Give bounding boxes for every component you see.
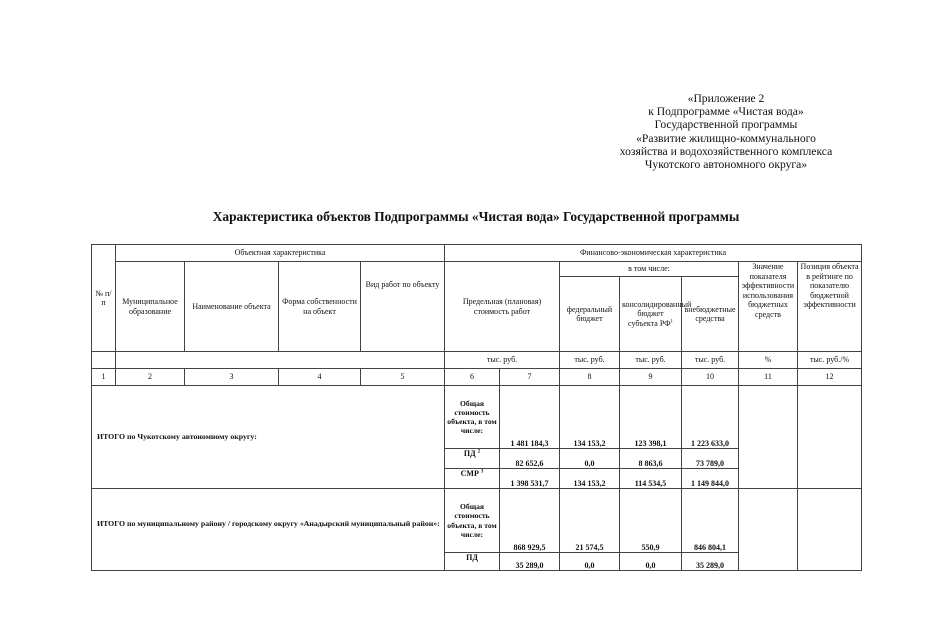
- column-number: 12: [798, 369, 862, 386]
- value-cell: 0,0: [560, 449, 620, 469]
- appendix-line: «Развитие жилищно-коммунального: [636, 131, 816, 145]
- column-number: 9: [620, 369, 682, 386]
- appendix-block: [570, 92, 882, 171]
- header-object-name: Наименование объекта: [185, 262, 279, 352]
- value-cell: 21 574,5: [560, 489, 620, 553]
- value-cell: 35 289,0: [500, 553, 560, 571]
- value-cell: 35 289,0: [682, 553, 739, 571]
- header-fin-char: Финансово-экономическая характеристика: [445, 245, 862, 262]
- unit-cell: тыс. руб.: [560, 352, 620, 369]
- header-offbudget: внебюджетные средства: [682, 277, 739, 352]
- row-label: ПД: [466, 553, 478, 562]
- column-number: 10: [682, 369, 739, 386]
- row-label-cell: [445, 469, 500, 489]
- header-including: в том числе:: [560, 262, 739, 277]
- value-cell: 114 534,5: [620, 469, 682, 489]
- appendix-line: Государственной программы: [654, 118, 798, 132]
- value-cell: 0,0: [560, 553, 620, 571]
- appendix-line: «Приложение 2: [687, 92, 765, 105]
- value-cell: 134 153,2: [560, 386, 620, 449]
- column-number: 5: [361, 369, 445, 386]
- value-cell: 82 652,6: [500, 449, 560, 469]
- appendix-line: Чукотского автономного округа»: [644, 158, 808, 172]
- header-position: Позиция объекта в рейтинге по показателю бюджетной эффективности: [798, 262, 862, 352]
- header-object-char: Объектная характеристика: [116, 245, 445, 262]
- value-cell: 123 398,1: [620, 386, 682, 449]
- document-title: Характеристика объектов Подпрограммы «Чистая вода» Государственной программы: [212, 209, 740, 224]
- unit-cell: %: [739, 352, 798, 369]
- empty-cell: [739, 386, 798, 489]
- value-cell: 868 929,5: [500, 489, 560, 553]
- appendix-line: хозяйства и водохозяйственного комплекса: [619, 144, 833, 158]
- column-number: 1: [92, 369, 116, 386]
- value-cell: 1 398 531,7: [500, 469, 560, 489]
- unit-cell: тыс. руб./%: [798, 352, 862, 369]
- column-number: 11: [739, 369, 798, 386]
- header-empty-cell: [92, 352, 116, 369]
- header-num: № п/п: [92, 245, 116, 352]
- column-number: 7: [500, 369, 560, 386]
- row-label: СМР: [460, 469, 479, 478]
- value-cell: 134 153,2: [560, 469, 620, 489]
- unit-cell: тыс. руб.: [620, 352, 682, 369]
- objects-table: [91, 244, 862, 571]
- column-number: 8: [560, 369, 620, 386]
- row-label-cell: [445, 449, 500, 469]
- column-number: 6: [445, 369, 500, 386]
- column-number: 4: [279, 369, 361, 386]
- column-number: 3: [185, 369, 279, 386]
- row-label: Общая стоимость объекта, в том числе:: [445, 489, 500, 553]
- value-cell: 1 149 844,0: [682, 469, 739, 489]
- empty-cell: [798, 489, 862, 571]
- value-cell: 1 481 184,3: [500, 386, 560, 449]
- header-federal: федеральный бюджет: [560, 277, 620, 352]
- header-empty-cell: [116, 352, 445, 369]
- header-work-type: Вид работ по объекту: [361, 262, 445, 352]
- value-cell: 0,0: [620, 553, 682, 571]
- footnote-mark: 2: [477, 449, 481, 455]
- value-cell: 846 804,1: [682, 489, 739, 553]
- total-row-label: ИТОГО по муниципальному району / городскому округу «Анадырский муниципальный район»:: [92, 489, 445, 571]
- empty-cell: [798, 386, 862, 489]
- header-ownership: Форма собственности на объект: [279, 262, 361, 352]
- row-label: ПД: [463, 449, 476, 458]
- row-label-cell: [445, 553, 500, 571]
- footnote-mark: 1: [670, 319, 673, 325]
- header-consolidated-cell: [620, 277, 692, 352]
- value-cell: 8 863,6: [620, 449, 682, 469]
- footnote-mark: 3: [480, 469, 484, 475]
- unit-cell: тыс. руб.: [445, 352, 560, 369]
- header-efficiency: Значение показателя эффективности использования бюджетных средств: [739, 262, 798, 352]
- value-cell: 1 223 633,0: [682, 386, 739, 449]
- row-label: Общая стоимость объекта, в том числе:: [445, 386, 500, 449]
- unit-cell: тыс. руб.: [682, 352, 739, 369]
- empty-cell: [739, 489, 798, 571]
- column-number: 2: [116, 369, 185, 386]
- value-cell: 73 789,0: [682, 449, 739, 469]
- header-consolidated: консолидированный бюджет субъекта РФ: [622, 299, 692, 328]
- total-row-label: ИТОГО по Чукотскому автономному округу:: [92, 386, 445, 489]
- value-cell: 550,9: [620, 489, 682, 553]
- header-cost: Предельная (плановая) стоимость работ: [445, 262, 560, 352]
- header-municipality: Муниципальное образование: [116, 262, 185, 352]
- appendix-line: к Подпрограмме «Чистая вода»: [648, 105, 804, 119]
